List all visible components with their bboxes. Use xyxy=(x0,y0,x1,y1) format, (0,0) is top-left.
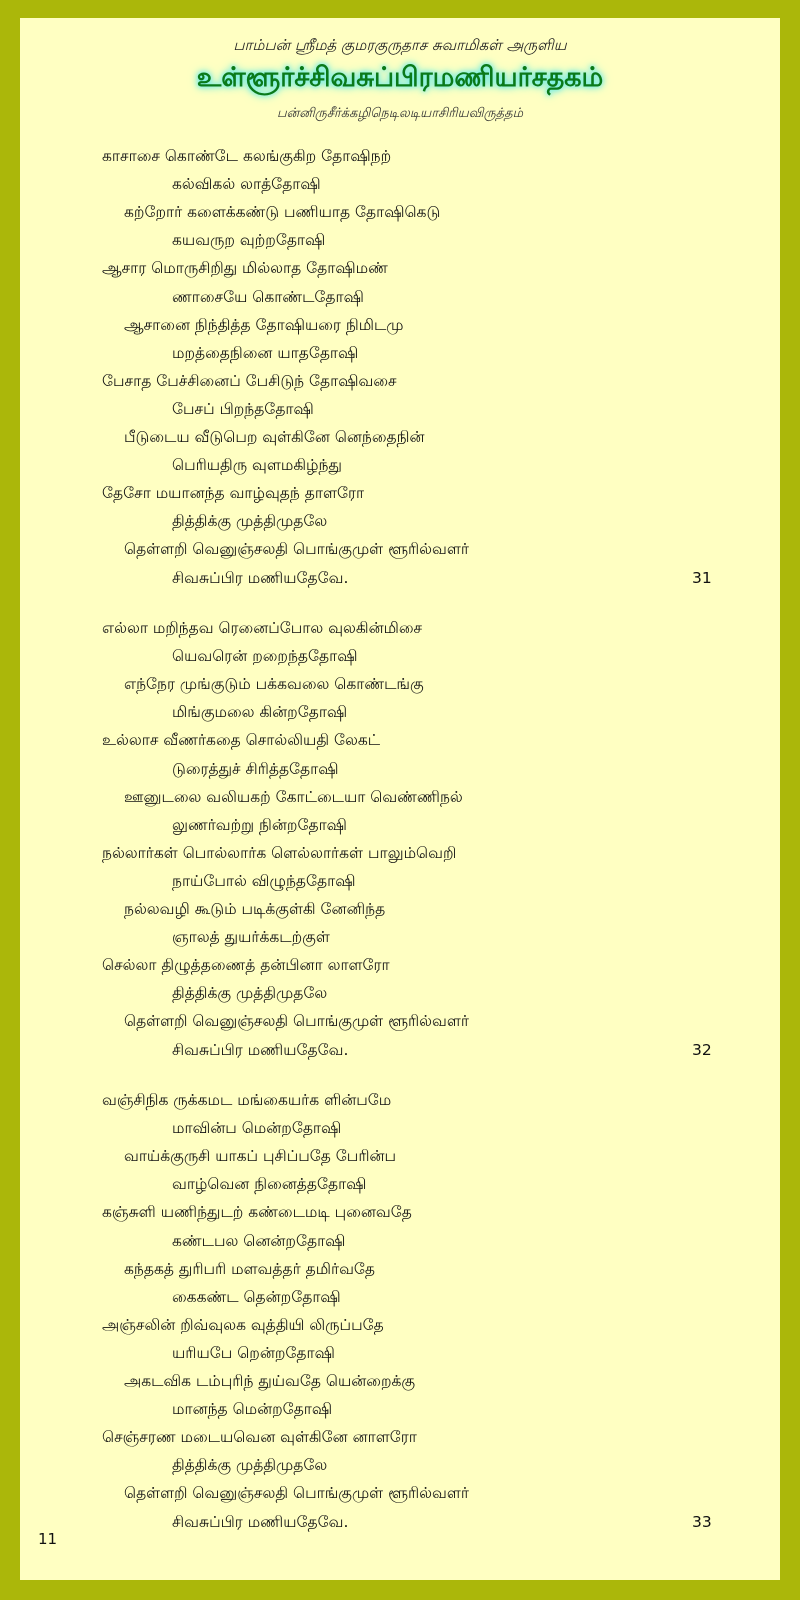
page-title: உள்ளூர்ச்சிவசுப்பிரமணியர்சதகம் xyxy=(196,62,604,93)
verse-line: தித்திக்கு முத்திமுதலே xyxy=(172,1456,328,1475)
verse-line: அஞ்சலின் றிவ்வுலக வுத்தியி லிருப்பதே xyxy=(102,1315,384,1334)
verse-line: மானந்த மென்றதோஷி xyxy=(172,1400,333,1419)
verse-line: மறத்தைநினை யாததோஷி xyxy=(172,343,359,362)
verse-line: கயவருற வுற்றதோஷி xyxy=(172,231,326,250)
verse-line: மாவின்ப மென்றதோஷி xyxy=(172,1119,342,1138)
meter-subtitle: பன்னிருசீர்க்கழிநெடிலடியாசிரியவிருத்தம் xyxy=(276,106,524,121)
verse-line: அகடவிக டம்புரிந் துய்வதே யென்றைக்கு xyxy=(124,1372,416,1390)
page-number: 11 xyxy=(38,1530,58,1548)
page xyxy=(20,18,780,1580)
verse-line: நல்லார்கள் பொல்லார்க ளெல்லார்கள் பாலும்வெறி xyxy=(102,843,457,862)
verse-line: நல்லவழி கூடும் படிக்குள்கி னேனிந்த xyxy=(124,900,386,918)
verse-line: தித்திக்கு முத்திமுதலே xyxy=(172,984,328,1003)
verse-line: ஆசானை நிந்தித்த தோஷியரை நிமிடமு xyxy=(124,315,404,334)
verse-line: கற்றோர் களைக்கண்டு பணியாத தோஷிகெடு xyxy=(124,203,441,222)
verse-line: சிவசுப்பிர மணியதேவே. xyxy=(172,568,349,587)
verse-line: பீடுடைய வீடுபெற வுள்கினே னெந்தைநின் xyxy=(124,428,425,446)
verse-line: எந்நேர முங்குடும் பக்கவலை கொண்டங்கு xyxy=(124,675,424,694)
verse-line: செஞ்சரண மடையவென வுள்கினே னாளரோ xyxy=(102,1428,417,1447)
verse-line: கஞ்சுளி யணிந்துடற் கண்டைமடி புனைவதே xyxy=(102,1203,412,1222)
verse-line: தித்திக்கு முத்திமுதலே xyxy=(172,512,328,531)
verse-line: தெள்ளறி வெனுஞ்சலதி பொங்குமுள் ளூரில்வளர் xyxy=(124,540,469,559)
verse-line: தெள்ளறி வெனுஞ்சலதி பொங்குமுள் ளூரில்வளர் xyxy=(124,1012,469,1031)
verse-line: வாழ்வென நினைத்ததோஷி xyxy=(172,1175,367,1194)
verse-line: ணாசையே கொண்டதோஷி xyxy=(172,287,364,306)
verse-line: உல்லாச வீணர்கதை சொல்லியதி லேகட் xyxy=(102,731,381,750)
verse-line: மிங்குமலை கின்றதோஷி xyxy=(172,703,348,722)
verse-line: யரியபே றென்றதோஷி xyxy=(172,1343,335,1362)
verse-line: பெரியதிரு வுளமகிழ்ந்து xyxy=(172,456,342,475)
verse-number: 33 xyxy=(692,1512,712,1531)
verse-line: கைகண்ட தென்றதோஷி xyxy=(172,1287,341,1306)
verse-line: கந்தகத் துரிபரி மளவத்தர் தமிர்வதே xyxy=(124,1259,376,1278)
verse-line: செல்லா திழுத்தணைத் தன்பினா லாளரோ xyxy=(102,956,390,975)
verse-line: கண்டபல னென்றதோஷி xyxy=(172,1231,346,1250)
author-attribution: பாம்பன் ஸ்ரீமத் குமரகுருதாச சுவாமிகள் அருளிய xyxy=(233,36,567,54)
verse-line: ஆசார மொருசிறிது மில்லாத தோஷிமண் xyxy=(102,259,388,278)
verse-line: யெவரென் றறைந்ததோஷி xyxy=(172,647,358,666)
verse-line: ஞாலத் துயர்க்கடற்குள் xyxy=(172,928,330,947)
verse-number: 31 xyxy=(692,568,712,587)
verse-line: தேசோ மயானந்த வாழ்வுதந் தாளரோ xyxy=(102,484,365,503)
verse-line: தெள்ளறி வெனுஞ்சலதி பொங்குமுள் ளூரில்வளர் xyxy=(124,1484,469,1503)
verse-line: ஊனுடலை வலியகற் கோட்டையா வெண்ணிநல் xyxy=(124,787,463,806)
verse-line: சிவசுப்பிர மணியதேவே. xyxy=(172,1040,349,1059)
verse-line: கல்விகல் லாத்தோஷி xyxy=(172,175,321,194)
verse-line: நாய்போல் விழுந்ததோஷி xyxy=(172,871,356,890)
verse-line: பேசப் பிறந்ததோஷி xyxy=(172,399,314,418)
verse-number: 32 xyxy=(692,1040,712,1059)
verse-line: சிவசுப்பிர மணியதேவே. xyxy=(172,1512,349,1531)
verse-line: டுரைத்துச் சிரித்ததோஷி xyxy=(172,759,339,778)
verse-line: வஞ்சிநிக ருக்கமட மங்கையர்க ளின்பமே xyxy=(102,1091,392,1109)
verse-line: காசாசை கொண்டே கலங்குகிற தோஷிநற் xyxy=(102,147,392,165)
verse-line: வாய்க்குருசி யாகப் புசிப்பதே பேரின்ப xyxy=(124,1147,397,1166)
verse-line: எல்லா மறிந்தவ ரெனைப்போல வுலகின்மிசை xyxy=(102,619,423,637)
verse-line: லுணர்வற்று நின்றதோஷி xyxy=(172,815,347,834)
verse-line: பேசாத பேச்சினைப் பேசிடுந் தோஷிவசை xyxy=(102,371,397,390)
